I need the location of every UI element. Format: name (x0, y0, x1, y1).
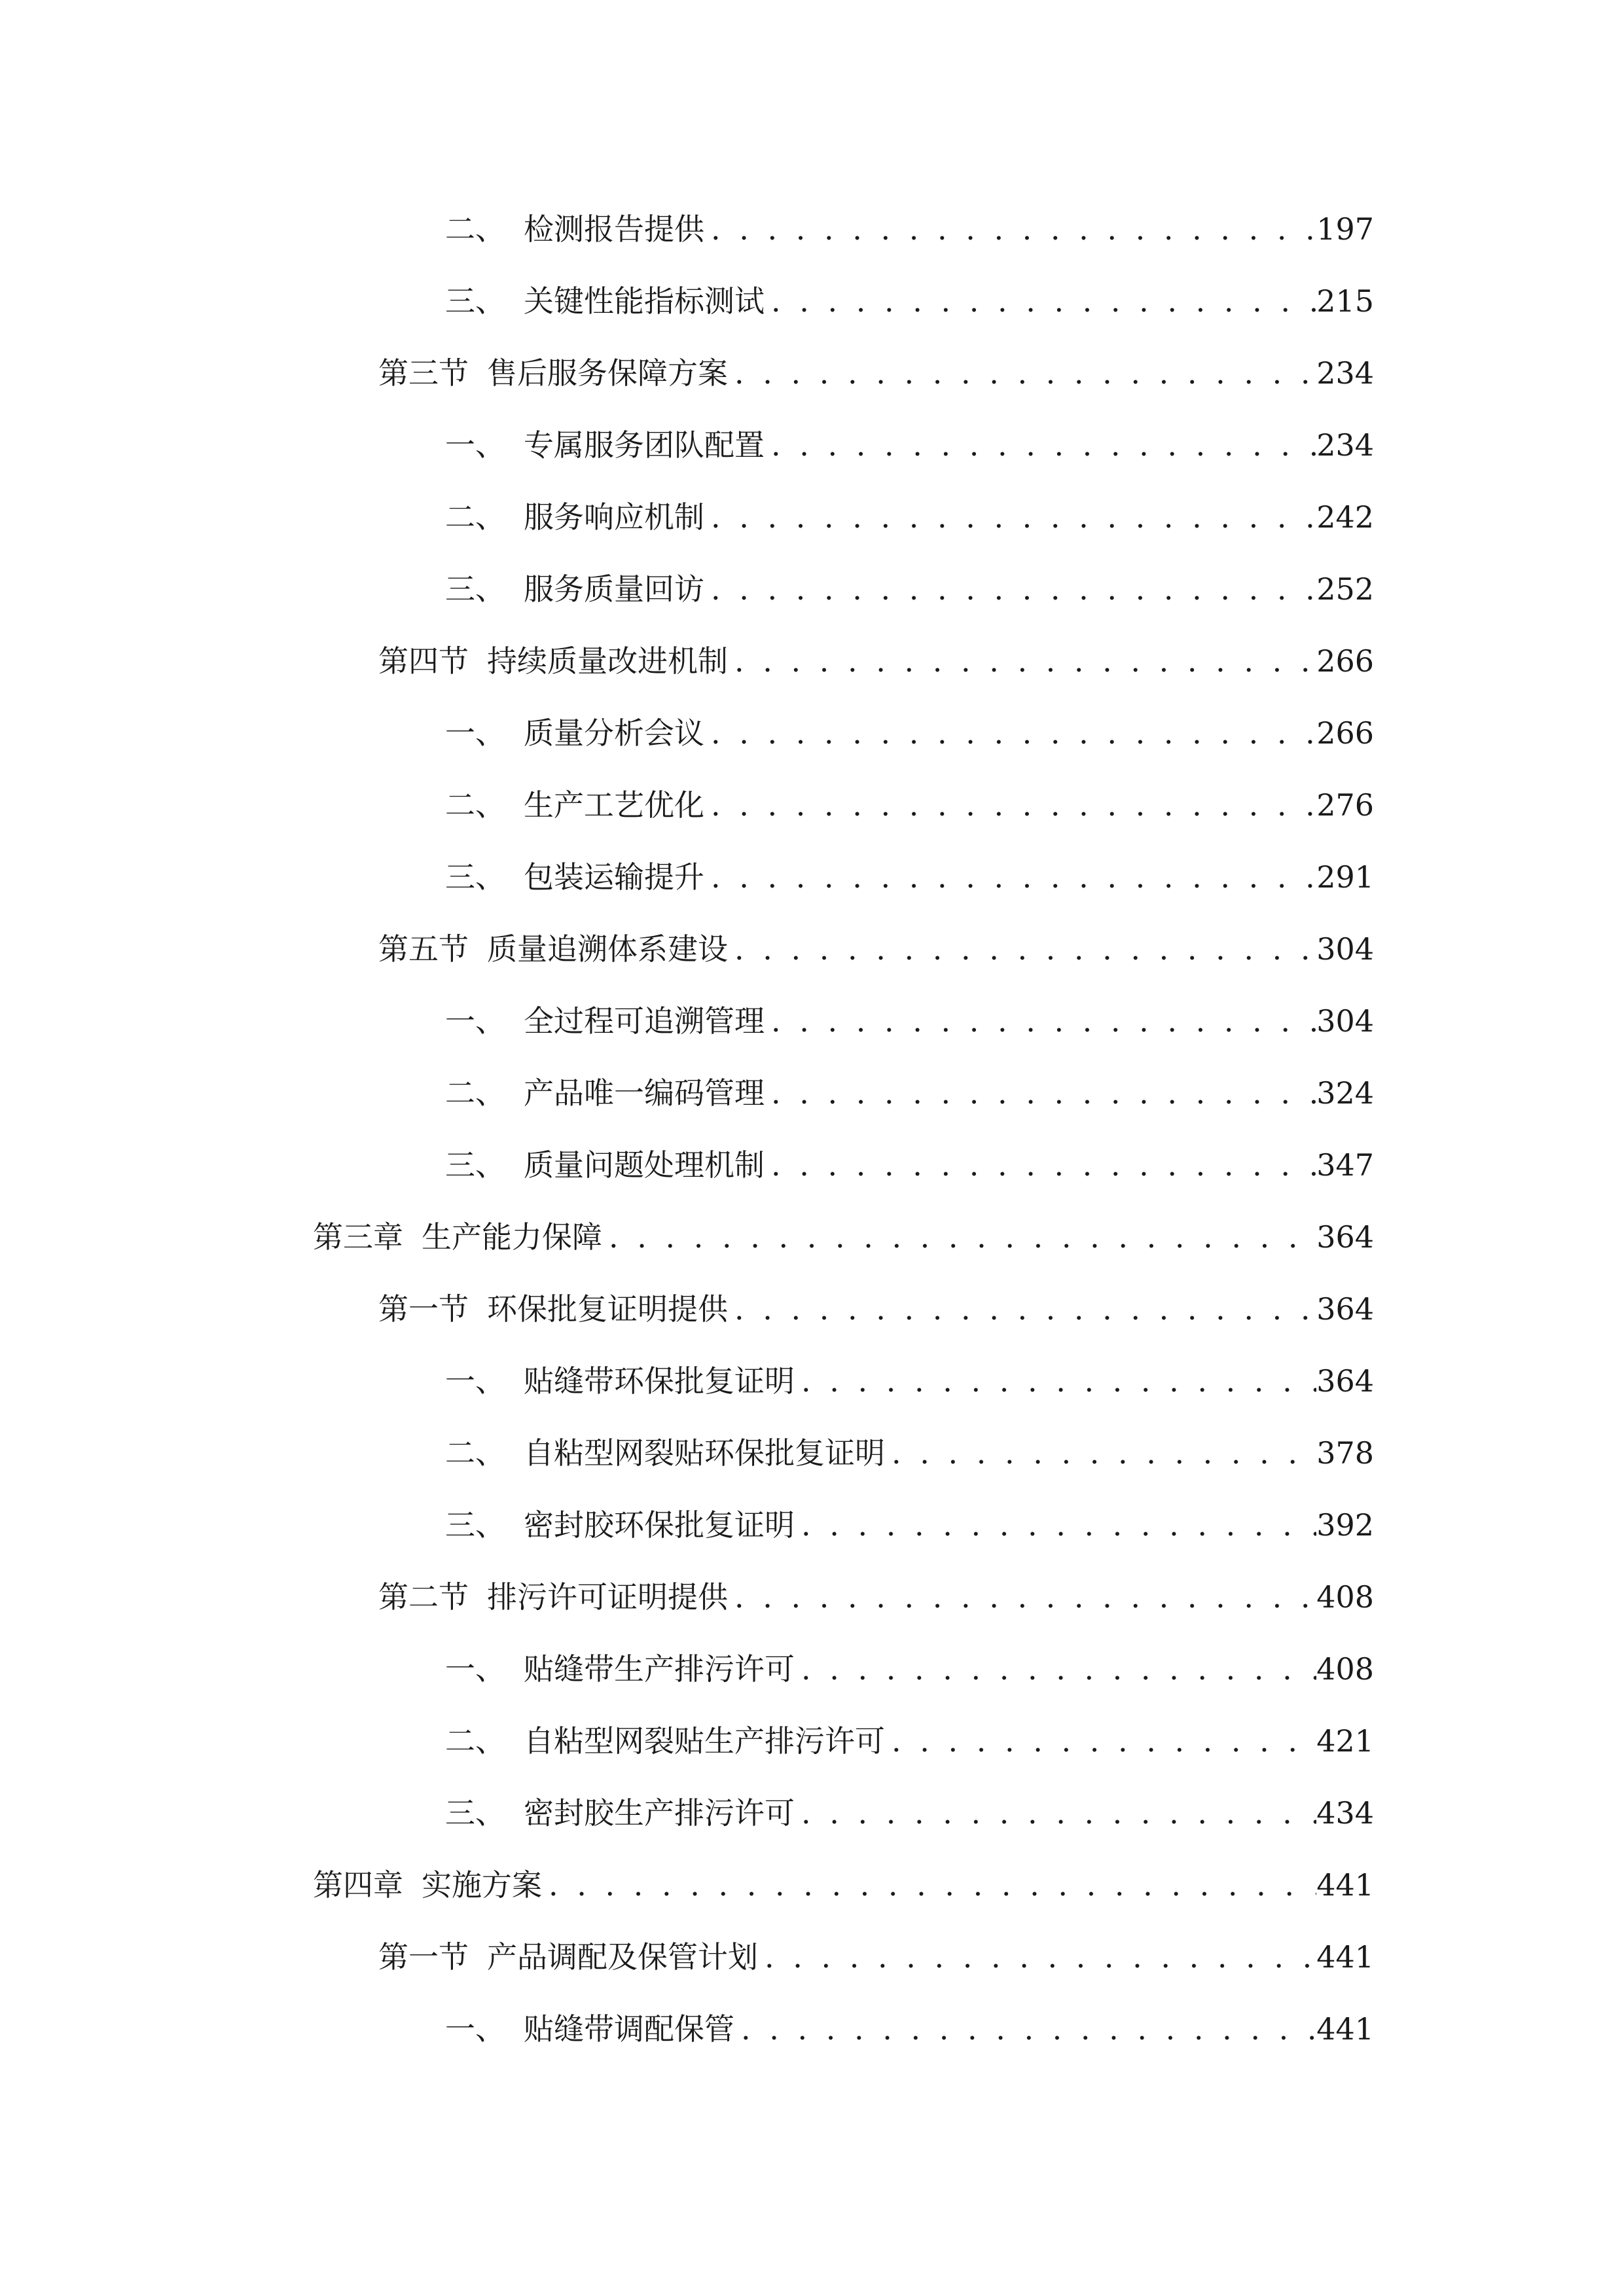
dot-leader (885, 1715, 1316, 1767)
entry-number: 三、 (445, 859, 505, 895)
entry-number: 二、 (445, 1075, 505, 1111)
entry-number: 第五节 (378, 931, 469, 967)
toc-entry[interactable] (445, 1643, 1374, 1695)
entry-number: 二、 (445, 787, 505, 823)
entry-number: 二、 (445, 211, 505, 247)
dot-leader (765, 995, 1316, 1047)
entry-page-number: 364 (1316, 1291, 1374, 1327)
dot-leader (765, 419, 1316, 471)
dot-leader (704, 851, 1316, 903)
entry-title: 质量分析会议 (524, 715, 704, 751)
entry-title: 产品唯一编码管理 (524, 1075, 765, 1111)
entry-number: 三、 (445, 1507, 505, 1543)
entry-title: 贴缝带环保批复证明 (524, 1363, 795, 1399)
toc-entry[interactable] (445, 1499, 1374, 1551)
toc-entry[interactable] (445, 203, 1374, 255)
entry-page-number: 421 (1316, 1723, 1374, 1759)
dot-leader (728, 1571, 1316, 1623)
dot-leader (734, 2003, 1316, 2055)
entry-number: 一、 (445, 1651, 505, 1687)
entry-page-number: 215 (1316, 283, 1374, 319)
entry-title: 环保批复证明提供 (487, 1291, 728, 1327)
entry-title: 生产工艺优化 (524, 787, 704, 823)
toc-entry[interactable] (445, 1067, 1374, 1119)
entry-title: 生产能力保障 (422, 1219, 602, 1255)
entry-page-number: 364 (1316, 1219, 1374, 1255)
entry-page-number: 266 (1316, 643, 1374, 679)
entry-page-number: 324 (1316, 1075, 1374, 1111)
toc-entry[interactable] (445, 491, 1374, 543)
entry-page-number: 197 (1316, 211, 1374, 247)
dot-leader (704, 563, 1316, 615)
entry-page-number: 234 (1316, 427, 1374, 463)
entry-page-number: 347 (1316, 1147, 1374, 1183)
toc-entry[interactable] (313, 1211, 1374, 1263)
entry-page-number: 304 (1316, 1003, 1374, 1039)
entry-page-number: 364 (1316, 1363, 1374, 1399)
dot-leader (728, 347, 1316, 399)
dot-leader (704, 707, 1316, 759)
entry-number: 第三节 (378, 355, 469, 391)
entry-number: 三、 (445, 1147, 505, 1183)
entry-number: 一、 (445, 715, 505, 751)
entry-number: 第二节 (378, 1579, 469, 1615)
toc-entry[interactable] (445, 707, 1374, 759)
entry-title: 产品调配及保管计划 (487, 1939, 758, 1975)
entry-number: 二、 (445, 1435, 505, 1471)
entry-number: 二、 (445, 499, 505, 535)
toc-entry[interactable] (445, 1139, 1374, 1191)
entry-title: 包装运输提升 (524, 859, 704, 895)
entry-page-number: 266 (1316, 715, 1374, 751)
entry-title: 实施方案 (422, 1867, 542, 1903)
entry-page-number: 234 (1316, 355, 1374, 391)
dot-leader (765, 1067, 1316, 1119)
entry-number: 第四节 (378, 643, 469, 679)
toc-entry[interactable] (378, 1571, 1374, 1623)
toc-entry[interactable] (378, 1931, 1374, 1983)
toc-entry[interactable] (445, 419, 1374, 471)
toc-entry[interactable] (445, 851, 1374, 903)
toc-entry[interactable] (445, 1355, 1374, 1407)
entry-title: 质量追溯体系建设 (487, 931, 728, 967)
entry-title: 密封胶环保批复证明 (524, 1507, 795, 1543)
toc-entry[interactable] (445, 995, 1374, 1047)
entry-page-number: 276 (1316, 787, 1374, 823)
entry-page-number: 441 (1316, 2011, 1374, 2047)
dot-leader (728, 635, 1316, 687)
toc-entry[interactable] (378, 1283, 1374, 1335)
entry-title: 持续质量改进机制 (487, 643, 728, 679)
toc-entry[interactable] (445, 1787, 1374, 1839)
entry-page-number: 434 (1316, 1795, 1374, 1831)
dot-leader (704, 779, 1316, 831)
dot-leader (602, 1211, 1316, 1263)
entry-title: 贴缝带生产排污许可 (524, 1651, 795, 1687)
entry-title: 贴缝带调配保管 (524, 2011, 734, 2047)
entry-number: 第一节 (378, 1939, 469, 1975)
entry-number: 一、 (445, 2011, 505, 2047)
entry-page-number: 441 (1316, 1939, 1374, 1975)
entry-page-number: 242 (1316, 499, 1374, 535)
dot-leader (542, 1859, 1316, 1911)
dot-leader (765, 1139, 1316, 1191)
entry-number: 三、 (445, 283, 505, 319)
entry-number: 一、 (445, 427, 505, 463)
entry-number: 第四章 (313, 1867, 403, 1903)
dot-leader (704, 491, 1316, 543)
entry-title: 关键性能指标测试 (524, 283, 765, 319)
entry-title: 服务质量回访 (524, 571, 704, 607)
entry-page-number: 304 (1316, 931, 1374, 967)
toc-entry[interactable] (445, 563, 1374, 615)
toc-entry[interactable] (378, 923, 1374, 975)
dot-leader (795, 1499, 1316, 1551)
dot-leader (728, 1283, 1316, 1335)
entry-title: 全过程可追溯管理 (524, 1003, 765, 1039)
entry-page-number: 378 (1316, 1435, 1374, 1471)
dot-leader (765, 275, 1316, 327)
toc-entry[interactable] (313, 1859, 1374, 1911)
toc-entry[interactable] (445, 1427, 1374, 1479)
entry-page-number: 252 (1316, 571, 1374, 607)
dot-leader (728, 923, 1316, 975)
entry-page-number: 408 (1316, 1651, 1374, 1687)
toc-entry[interactable] (378, 635, 1374, 687)
entry-number: 三、 (445, 1795, 505, 1831)
entry-title: 检测报告提供 (524, 211, 704, 247)
dot-leader (795, 1355, 1316, 1407)
entry-number: 三、 (445, 571, 505, 607)
entry-page-number: 291 (1316, 859, 1374, 895)
dot-leader (795, 1643, 1316, 1695)
entry-title: 密封胶生产排污许可 (524, 1795, 795, 1831)
entry-title: 排污许可证明提供 (487, 1579, 728, 1615)
dot-leader (795, 1787, 1316, 1839)
entry-title: 服务响应机制 (524, 499, 704, 535)
toc-entry[interactable] (445, 275, 1374, 327)
entry-title: 自粘型网裂贴环保批复证明 (524, 1435, 885, 1471)
entry-page-number: 392 (1316, 1507, 1374, 1543)
entry-number: 一、 (445, 1363, 505, 1399)
entry-title: 自粘型网裂贴生产排污许可 (524, 1723, 885, 1759)
dot-leader (885, 1427, 1316, 1479)
toc-entry[interactable] (445, 1715, 1374, 1767)
entry-page-number: 408 (1316, 1579, 1374, 1615)
toc-entry[interactable] (445, 2003, 1374, 2055)
entry-number: 一、 (445, 1003, 505, 1039)
entry-title: 专属服务团队配置 (524, 427, 765, 463)
entry-number: 第三章 (313, 1219, 403, 1255)
entry-number: 二、 (445, 1723, 505, 1759)
toc-entry[interactable] (378, 347, 1374, 399)
entry-title: 质量问题处理机制 (524, 1147, 765, 1183)
entry-title: 售后服务保障方案 (487, 355, 728, 391)
dot-leader (704, 203, 1316, 255)
entry-page-number: 441 (1316, 1867, 1374, 1903)
dot-leader (758, 1931, 1316, 1983)
entry-number: 第一节 (378, 1291, 469, 1327)
toc-entry[interactable] (445, 779, 1374, 831)
